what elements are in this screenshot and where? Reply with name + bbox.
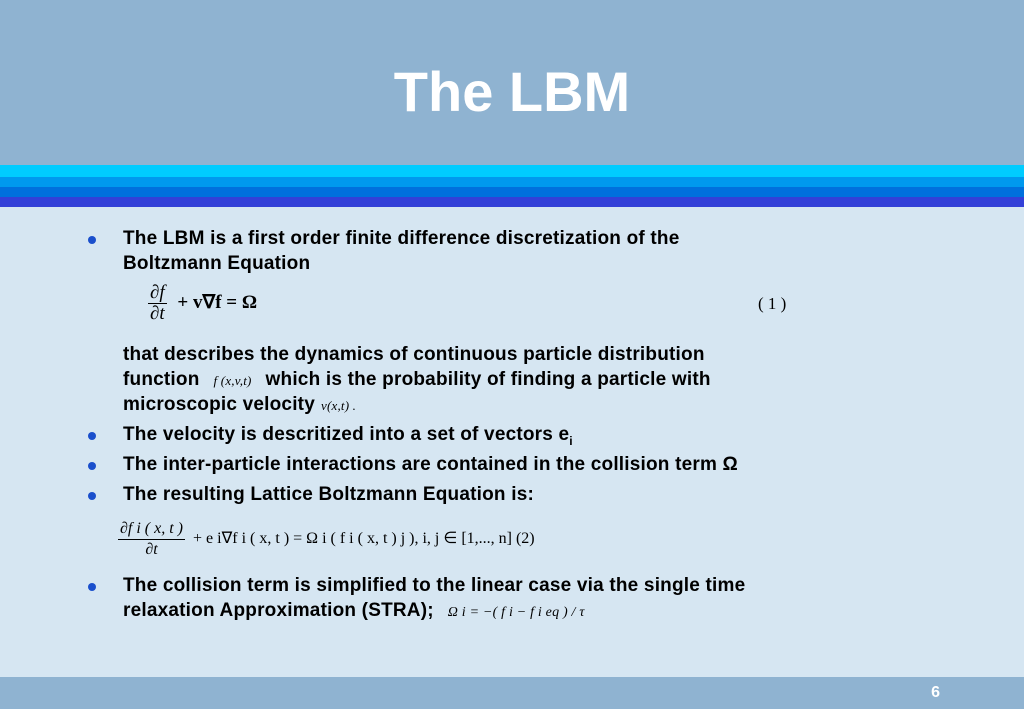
slide-footer: [0, 677, 1024, 709]
equation-2-numerator: ∂f i ( x, t ): [118, 519, 185, 540]
bullet-dot: [88, 583, 96, 591]
paragraph-line-2-start: function: [123, 369, 200, 390]
stra-equation: Ω i = −( f i − f i eq ) / τ: [447, 605, 585, 620]
bullet-dot: [88, 492, 96, 500]
page-number: 6: [931, 684, 940, 701]
decorative-band-1: [0, 165, 1024, 177]
bullet-1-line-1: The LBM is a first order finite difference discretization of the: [123, 228, 680, 249]
slide-content: [0, 207, 1024, 677]
bullet-1-line-2: Boltzmann Equation: [123, 253, 311, 274]
equation-2-body: + e i∇f i ( x, t ) = Ω i ( f i ( x, t ) j ), i, j ∈ [1,..., n] (2): [193, 530, 535, 548]
slide-header: [0, 0, 1024, 165]
equation-2-fraction: [118, 519, 185, 560]
equation-1: [148, 283, 257, 324]
bullet-dot: [88, 432, 96, 440]
paragraph-line-1: that describes the dynamics of continuous particle distribution: [123, 344, 705, 365]
bullet-4-text: The resulting Lattice Boltzmann Equation is:: [123, 484, 534, 505]
bullet-2-text: [123, 422, 573, 454]
equation-1-fraction: [148, 283, 167, 324]
paragraph-line-3: [123, 392, 362, 418]
bullet-3-text: The inter-particle interactions are contained in the collision term Ω: [123, 454, 738, 475]
bullet-5-line-1: The collision term is simplified to the linear case via the single time: [123, 575, 746, 596]
equation-2-denominator: ∂t: [145, 541, 158, 558]
decorative-band-3: [0, 187, 1024, 197]
equation-1-numerator: ∂f: [150, 282, 165, 303]
function-expression: f (x,v,t): [213, 373, 252, 388]
decorative-band-4: [0, 197, 1024, 207]
equation-1-number: ( 1 ): [758, 294, 787, 313]
slide-title: The LBM: [393, 60, 631, 123]
velocity-expression: v(x,t) .: [320, 398, 357, 413]
paragraph-line-3-start: microscopic velocity: [123, 394, 315, 415]
paragraph-line-2-end: which is the probability of finding a particle with: [265, 369, 711, 390]
bullet-2-subscript: i: [569, 433, 573, 448]
equation-1-body: + v∇f = Ω: [177, 291, 258, 313]
decorative-band-2: [0, 177, 1024, 187]
bullet-2-label: The velocity is descritized into a set of vectors e: [123, 424, 570, 445]
paragraph-line-2: [123, 367, 711, 393]
equation-1-denominator: ∂t: [150, 303, 165, 324]
bullet-dot: [88, 236, 96, 244]
equation-2: [118, 519, 535, 560]
bullet-5-label: relaxation Approximation (STRA);: [123, 600, 434, 621]
bullet-dot: [88, 462, 96, 470]
bullet-5-line-2: [123, 598, 591, 625]
